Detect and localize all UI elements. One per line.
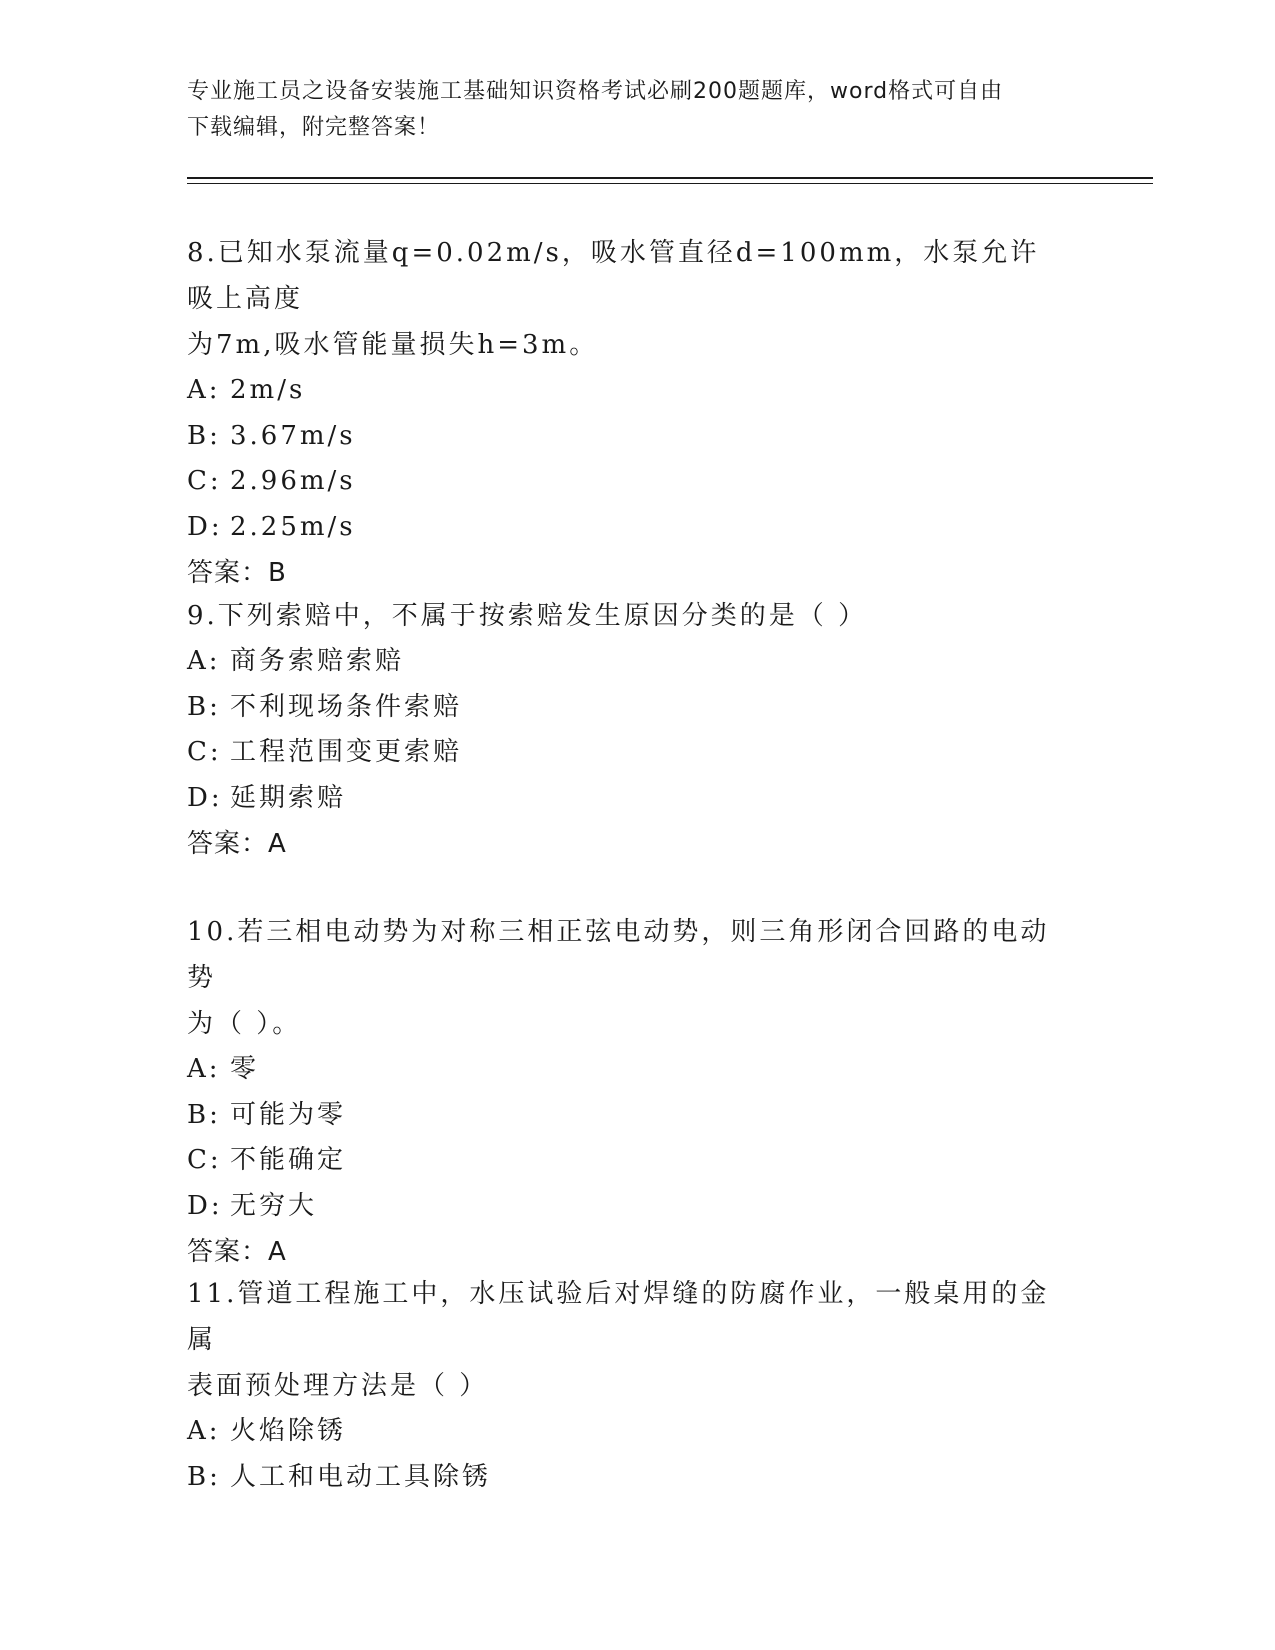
option-letter: A: bbox=[187, 375, 221, 405]
document-header bbox=[187, 74, 1067, 146]
option-text: 延期索赔 bbox=[230, 782, 347, 813]
question-stem-line-1: 10.若三相电动势为对称三相正弦电动势，则三角形闭合回路的电动势 bbox=[187, 917, 1050, 993]
option-c bbox=[187, 459, 1067, 505]
option-text: 零 bbox=[230, 1054, 260, 1084]
option-text: 商务索赔索赔 bbox=[230, 646, 405, 676]
option-letter: B: bbox=[187, 691, 221, 722]
option-text: 火焰除锈 bbox=[230, 1416, 347, 1446]
question-stem-line-2: 为（ ）。 bbox=[187, 1009, 302, 1039]
header-divider-thin bbox=[187, 183, 1153, 184]
header-line-1: 专业施工员之设备安装施工基础知识资格考试必刷200题题库，word格式可自由 bbox=[187, 79, 1004, 104]
option-text: 2.96m/s bbox=[230, 466, 356, 496]
option-letter: B: bbox=[187, 420, 221, 451]
option-text: 3.67m/s bbox=[230, 420, 356, 451]
header-line-2: 下载编辑，附完整答案！ bbox=[187, 115, 441, 140]
option-text: 2m/s bbox=[230, 375, 306, 405]
option-text: 人工和电动工具除锈 bbox=[230, 1461, 492, 1492]
question-10 bbox=[187, 909, 1067, 1275]
question-stem-line-1: 8.已知水泵流量q=0.02m/s，吸水管直径d=100mm，水泵允许吸上高度 bbox=[187, 238, 1040, 314]
header-divider-thick bbox=[187, 177, 1153, 179]
option-a bbox=[187, 639, 1067, 685]
option-letter: D: bbox=[187, 511, 223, 542]
option-letter: C: bbox=[187, 1145, 222, 1175]
option-d bbox=[187, 776, 1067, 822]
option-c bbox=[187, 730, 1067, 776]
option-letter: C: bbox=[187, 466, 222, 496]
option-text: 工程范围变更索赔 bbox=[230, 737, 463, 767]
option-b bbox=[187, 685, 1067, 731]
option-a bbox=[187, 1047, 1067, 1093]
question-stem-line-1: 9.下列索赔中，不属于按索赔发生原因分类的是（ ） bbox=[187, 601, 868, 631]
option-letter: D: bbox=[187, 782, 223, 813]
option-b bbox=[187, 1093, 1067, 1139]
option-letter: C: bbox=[187, 737, 222, 767]
question-9 bbox=[187, 593, 1067, 867]
option-d bbox=[187, 1184, 1067, 1230]
answer-line: 答案：B bbox=[187, 558, 287, 588]
option-c bbox=[187, 1138, 1067, 1184]
question-stem-line-2: 表面预处理方法是（ ） bbox=[187, 1371, 489, 1401]
option-b bbox=[187, 1455, 1067, 1501]
option-text: 不利现场条件索赔 bbox=[230, 691, 463, 722]
option-letter: B: bbox=[187, 1461, 221, 1492]
option-letter: D: bbox=[187, 1190, 223, 1221]
question-11 bbox=[187, 1271, 1067, 1500]
option-letter: A: bbox=[187, 1416, 221, 1446]
option-d bbox=[187, 505, 1067, 551]
option-text: 可能为零 bbox=[230, 1099, 347, 1130]
option-text: 无穷大 bbox=[230, 1190, 318, 1221]
option-letter: A: bbox=[187, 646, 221, 676]
answer-line: 答案：A bbox=[187, 1237, 287, 1267]
question-stem-line-2: 为7m,吸水管能量损失h=3m。 bbox=[187, 330, 599, 360]
option-text: 不能确定 bbox=[230, 1145, 347, 1175]
question-8 bbox=[187, 230, 1067, 596]
option-letter: A: bbox=[187, 1054, 221, 1084]
question-stem-line-1: 11.管道工程施工中，水压试验后对焊缝的防腐作业，一般桌用的金属 bbox=[187, 1279, 1050, 1355]
option-letter: B: bbox=[187, 1099, 221, 1130]
option-text: 2.25m/s bbox=[230, 511, 356, 542]
option-a bbox=[187, 1409, 1067, 1455]
option-b bbox=[187, 414, 1067, 460]
answer-line: 答案：A bbox=[187, 829, 287, 859]
option-a bbox=[187, 368, 1067, 414]
